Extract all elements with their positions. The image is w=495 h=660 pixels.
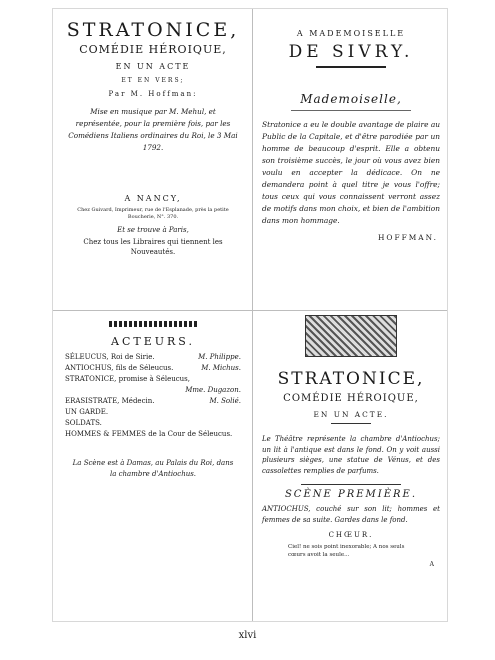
column-divider bbox=[252, 9, 253, 621]
play-subtitle: COMÉDIE HÉROIQUE, bbox=[79, 43, 227, 56]
cast-row bbox=[65, 418, 241, 429]
cast-row bbox=[65, 429, 241, 440]
author-line: Par M. Hoffman: bbox=[108, 90, 198, 98]
cast-role: STRATONICE, promise à Séleucus, bbox=[65, 375, 190, 383]
play-heading-subtitle: COMÉDIE HÉROIQUE, bbox=[283, 393, 419, 404]
cast-role: ERASISTRATE, Médecin. bbox=[65, 397, 155, 405]
cast-list bbox=[65, 352, 241, 440]
cast-role: UN GARDE. bbox=[65, 408, 109, 416]
page-folio: xlvi bbox=[238, 630, 257, 641]
play-heading-title: STRATONICE, bbox=[277, 369, 425, 389]
cast-actor-row bbox=[65, 385, 241, 396]
play-heading-acts: EN UN ACTE. bbox=[313, 410, 389, 419]
cast-row bbox=[65, 352, 241, 363]
cast-actor: Mme. Dugazon. bbox=[185, 386, 241, 394]
music-credit: Mise en musique par M. Mehul, et représentée, pour la première fois, par les Comédiens Italiens ordinaires du Roi, le 3 Mai 1792. bbox=[68, 107, 238, 152]
dedication-body: Stratonice a eu le double avantage de plaire au Public de la Capitale, et d'être parodiée par un homme de beaucoup d'esprit. Elle a obtenu son troisième succès, le jour où vous avez bien voulu en accepter la dédicace. On ne demandera point à quel titre je vous l'offre; tous ceux qui vous connaissent verront assez de motifs dans mon choix, et bien de l'ambition dans mon hommage. bbox=[262, 120, 440, 225]
title-page-panel bbox=[59, 15, 247, 305]
cast-ornament bbox=[109, 321, 197, 327]
verse-line: ET EN VERS; bbox=[121, 77, 185, 84]
cast-actor: M. Solié. bbox=[209, 397, 241, 405]
cast-actor: M. Philippe. bbox=[198, 353, 241, 361]
dedication-panel bbox=[258, 15, 444, 305]
setting-note: La Scène est à Damas, au Palais du Roi, dans la chambre d'Antiochus. bbox=[72, 459, 234, 478]
cast-role: ANTIOCHUS, fils de Séleucus. bbox=[65, 364, 174, 372]
salutation-rule bbox=[291, 110, 411, 111]
chorus-label: CHŒUR. bbox=[328, 531, 374, 539]
scene-rule bbox=[301, 484, 401, 485]
cast-row bbox=[65, 407, 241, 418]
scene-heading: SCÈNE PREMIÈRE. bbox=[284, 489, 418, 500]
booksellers-line: Chez tous les Libraires qui tiennent les Nouveautés. bbox=[83, 238, 223, 256]
cast-role: SÉLEUCUS, Roi de Sirie. bbox=[65, 353, 155, 361]
stage-direction: Le Théâtre représente la chambre d'Antiochus; un lit à l'antique est dans le fond. On y voit aussi plusieurs sièges, une statue de Vénus, et des cassolettes remplies de parfums. bbox=[262, 435, 440, 475]
cast-row bbox=[65, 363, 241, 374]
imprint-place: A NANCY, bbox=[124, 194, 182, 203]
cast-panel bbox=[59, 315, 247, 615]
printer-line: Chez Guivard, Imprimeur, rue de l'Esplanade, près la petite Boucherie, N°. 370. bbox=[77, 207, 229, 220]
acts-line: EN UN ACTE bbox=[115, 62, 191, 71]
cast-row bbox=[65, 374, 241, 385]
rule-divider bbox=[316, 66, 386, 68]
dedicatee-name: DE SIVRY. bbox=[288, 42, 414, 62]
dedication-to: A MADEMOISELLE bbox=[296, 29, 406, 38]
paris-line: Et se trouve à Paris, bbox=[117, 226, 189, 234]
cast-role: SOLDATS. bbox=[65, 419, 102, 427]
cast-heading: ACTEURS. bbox=[111, 335, 195, 348]
play-first-page-panel bbox=[258, 315, 444, 615]
salutation: Mademoiselle, bbox=[300, 92, 402, 106]
row-divider bbox=[53, 310, 447, 311]
dedication-signature: HOFFMAN. bbox=[377, 233, 438, 242]
scene-direction: ANTIOCHUS, couché sur son lit; hommes et femmes de sa suite. Gardes dans le fond. bbox=[262, 505, 440, 524]
cast-role: HOMMES & FEMMES de la Cour de Séleucus. bbox=[65, 430, 233, 438]
cast-actor: M. Michus. bbox=[201, 364, 241, 372]
cast-row bbox=[65, 396, 241, 407]
heading-rule bbox=[331, 423, 371, 424]
catchword: A bbox=[429, 561, 434, 568]
play-title: STRATONICE, bbox=[66, 19, 240, 41]
chorus-lines: Ciel! ne sois point inexorable; A nos seuls cœurs avoit la seule... bbox=[288, 544, 405, 558]
facsimile-sheet bbox=[52, 8, 448, 622]
headpiece-ornament bbox=[305, 315, 397, 357]
